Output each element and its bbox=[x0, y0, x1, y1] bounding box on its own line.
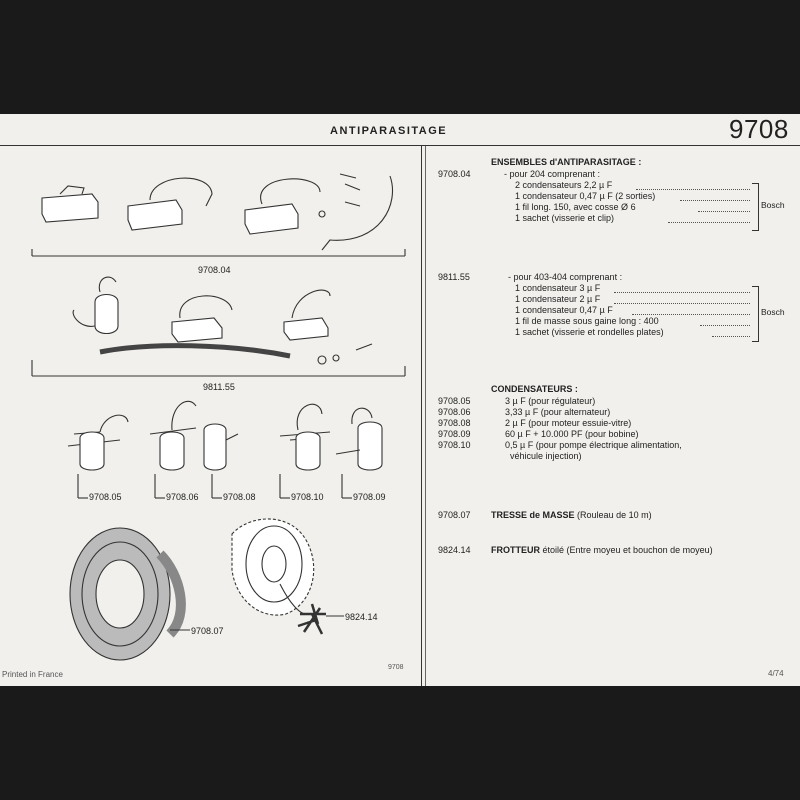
tresse-name: TRESSE de MASSE bbox=[491, 510, 575, 520]
group2-item: 1 condensateur 3 µ F bbox=[515, 283, 601, 293]
footer-date: 4/74 bbox=[768, 669, 784, 678]
column-divider bbox=[421, 146, 422, 686]
group1-brace bbox=[752, 183, 759, 231]
footer-code: 9708 bbox=[388, 664, 404, 671]
group1-item: 1 condensateur 0,47 µ F (2 sorties) bbox=[515, 191, 656, 201]
group1-ref: 9708.04 bbox=[438, 169, 471, 179]
group1-intro: - pour 204 comprenant : bbox=[504, 169, 601, 179]
label-9708-10: 9708.10 bbox=[291, 492, 324, 502]
group2-ref: 9811.55 bbox=[438, 272, 470, 282]
condensateur-ref: 9708.08 bbox=[438, 418, 471, 428]
leader-dots bbox=[698, 203, 750, 212]
leader-dots bbox=[632, 306, 750, 315]
catalog-page bbox=[0, 114, 800, 686]
kit-9811-55-drawing bbox=[32, 277, 405, 376]
label-9824-14: 9824.14 bbox=[345, 612, 378, 622]
condensateur-desc: 0,5 µ F (pour pompe électrique alimentation, bbox=[505, 440, 682, 450]
group1-brand: Bosch bbox=[761, 200, 785, 210]
frotteur-desc: étoilé (Entre moyeu et bouchon de moyeu) bbox=[542, 545, 713, 555]
leader-dots bbox=[636, 181, 750, 190]
condensateur-ref: 9708.10 bbox=[438, 440, 471, 450]
leader-dots bbox=[712, 328, 750, 337]
group2-item: 1 fil de masse sous gaine long : 400 bbox=[515, 316, 659, 326]
label-9708-05: 9708.05 bbox=[89, 492, 122, 502]
leader-dots bbox=[614, 284, 750, 293]
column-divider-inner bbox=[425, 146, 426, 686]
kit-9708-04-drawing bbox=[32, 174, 405, 256]
leader-dots bbox=[700, 317, 750, 326]
frotteur-drawing bbox=[232, 519, 344, 634]
label-9811-55: 9811.55 bbox=[203, 382, 235, 392]
leader-dots bbox=[614, 295, 750, 304]
printed-in: Printed in France bbox=[2, 670, 63, 679]
section-ensembles-heading: ENSEMBLES d'ANTIPARASITAGE : bbox=[491, 157, 642, 167]
group2-brace bbox=[752, 286, 759, 342]
label-9708-07: 9708.07 bbox=[191, 626, 224, 636]
condensateur-ref: 9708.09 bbox=[438, 429, 471, 439]
condensers-drawing bbox=[68, 401, 382, 498]
label-9708-04: 9708.04 bbox=[198, 265, 231, 275]
group2-item: 1 sachet (visserie et rondelles plates) bbox=[515, 327, 664, 337]
label-9708-09: 9708.09 bbox=[353, 492, 386, 502]
group2-intro: - pour 403-404 comprenant : bbox=[508, 272, 623, 282]
condensateur-ref: 9708.06 bbox=[438, 407, 471, 417]
parts-illustration bbox=[0, 114, 421, 686]
condensateur-desc: 3,33 µ F (pour alternateur) bbox=[505, 407, 611, 417]
tresse-desc: (Rouleau de 10 m) bbox=[577, 510, 652, 520]
group1-item: 1 sachet (visserie et clip) bbox=[515, 213, 615, 223]
page-number: 9708 bbox=[729, 114, 789, 144]
condensateur-desc: 3 µ F (pour régulateur) bbox=[505, 396, 596, 406]
tresse-ref: 9708.07 bbox=[438, 510, 471, 520]
condensateur-desc: 2 µ F (pour moteur essuie-vitre) bbox=[505, 418, 632, 428]
leader-dots bbox=[668, 214, 750, 223]
condensateur-ref: 9708.05 bbox=[438, 396, 471, 406]
condensateur-desc: 60 µ F + 10.000 PF (pour bobine) bbox=[505, 429, 639, 439]
frotteur-line bbox=[491, 545, 713, 556]
group1-item: 2 condensateurs 2,2 µ F bbox=[515, 180, 613, 190]
section-condensateurs-heading: CONDENSATEURS : bbox=[491, 384, 578, 394]
group2-item: 1 condensateur 0,47 µ F bbox=[515, 305, 613, 315]
frotteur-name: FROTTEUR bbox=[491, 545, 540, 555]
group1-item: 1 fil long. 150, avec cosse Ø 6 bbox=[515, 202, 636, 212]
tresse-line bbox=[491, 510, 652, 521]
group2-brand: Bosch bbox=[761, 307, 785, 317]
leader-dots bbox=[680, 192, 750, 201]
frotteur-ref: 9824.14 bbox=[438, 545, 471, 555]
label-9708-08: 9708.08 bbox=[223, 492, 256, 502]
group2-item: 1 condensateur 2 µ F bbox=[515, 294, 601, 304]
tresse-roll-drawing bbox=[70, 528, 190, 660]
page-title: ANTIPARASITAGE bbox=[330, 125, 448, 137]
label-9708-06: 9708.06 bbox=[166, 492, 199, 502]
condensateur-desc-cont: véhicule injection) bbox=[510, 451, 582, 461]
